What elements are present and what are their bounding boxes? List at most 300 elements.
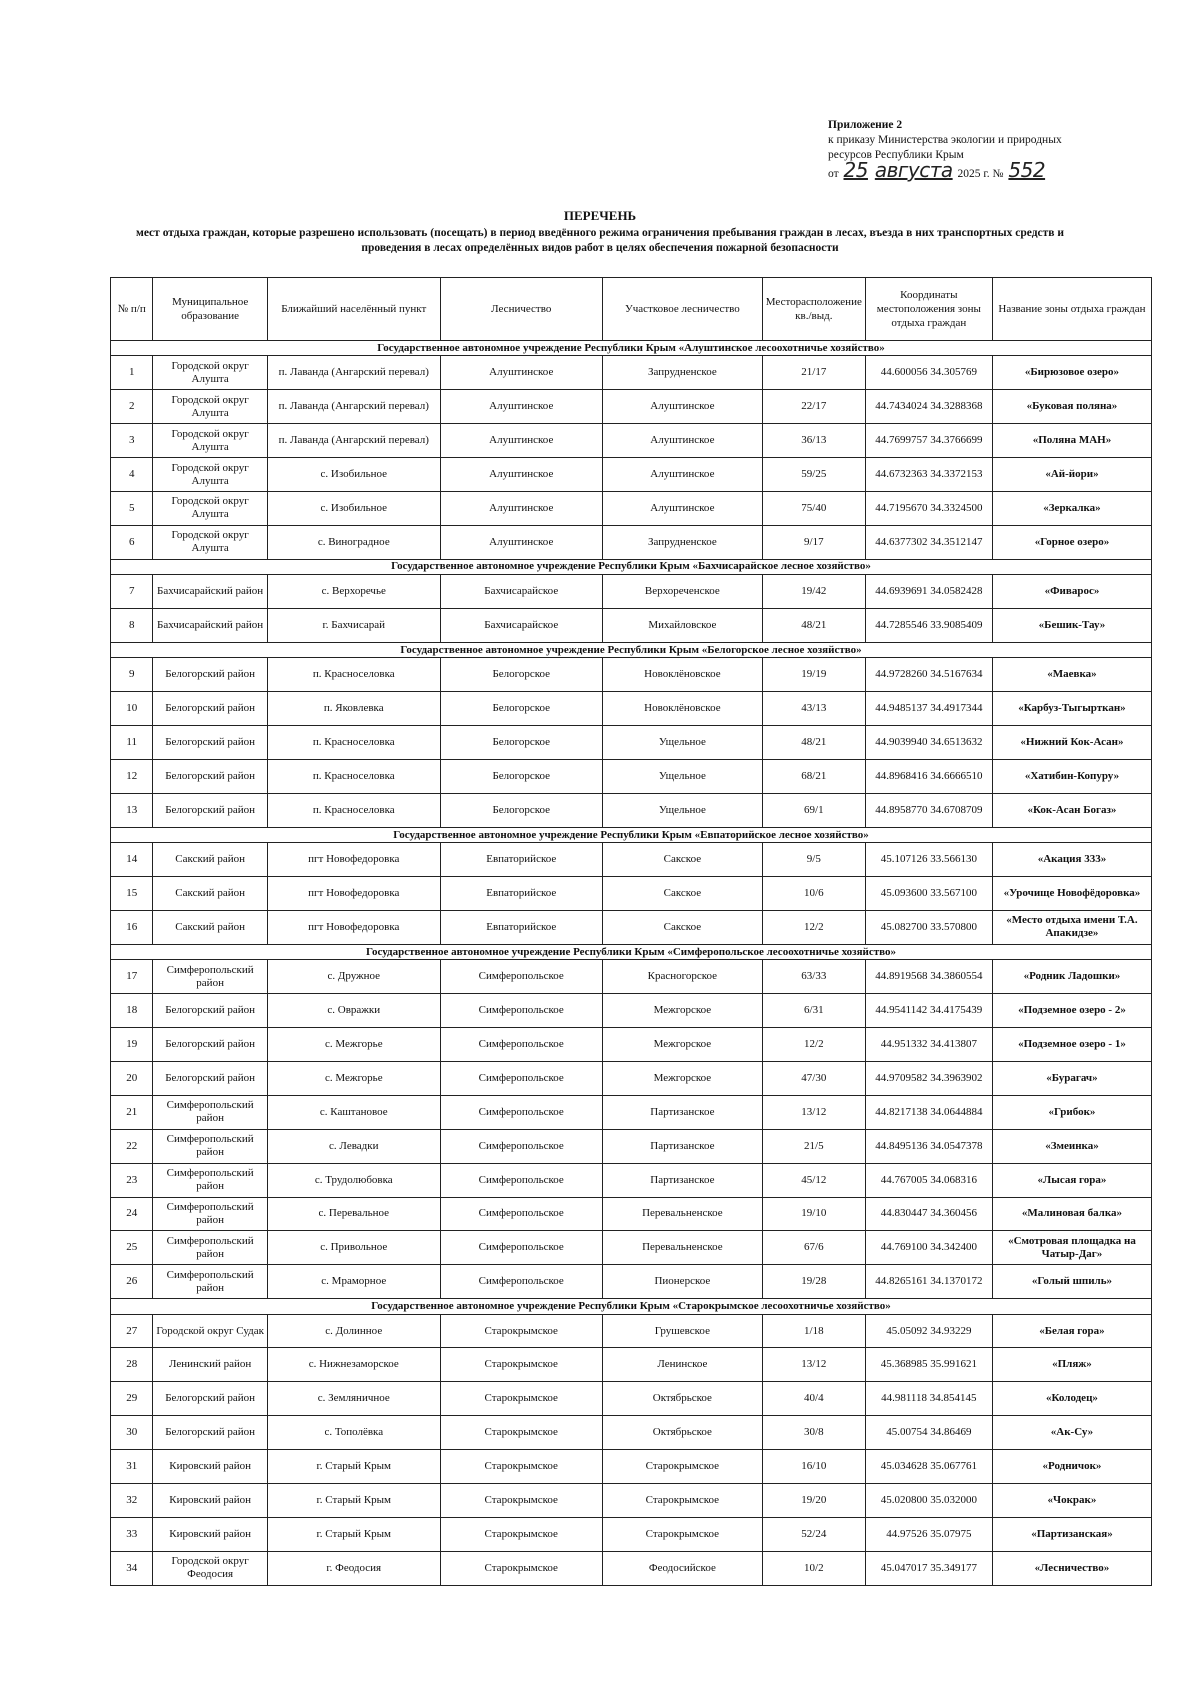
table-row — [111, 1095, 1152, 1129]
cell-coordinates: 44.8958770 34.6708709 — [865, 793, 992, 827]
cell-municipality: Белогорский район — [153, 760, 267, 794]
cell-number: 31 — [111, 1450, 153, 1484]
table-row — [111, 1416, 1152, 1450]
table-row — [111, 692, 1152, 726]
cell-location: 19/19 — [762, 658, 865, 692]
cell-location: 19/10 — [762, 1197, 865, 1231]
cell-district-forestry: Партизанское — [602, 1163, 762, 1197]
cell-municipality: Кировский район — [153, 1484, 267, 1518]
cell-number: 12 — [111, 760, 153, 794]
organization-row — [111, 1299, 1152, 1314]
cell-municipality: Симферопольский район — [153, 1163, 267, 1197]
cell-location: 6/31 — [762, 994, 865, 1028]
cell-coordinates: 45.020800 35.032000 — [865, 1484, 992, 1518]
cell-zone-name: «Ак-Су» — [992, 1416, 1151, 1450]
cell-number: 20 — [111, 1061, 153, 1095]
cell-settlement: с. Трудолюбовка — [267, 1163, 440, 1197]
year-text: 2025 г. № — [957, 168, 1004, 180]
cell-forestry: Белогорское — [440, 760, 602, 794]
cell-zone-name: «Ай-йори» — [992, 458, 1151, 492]
table-row — [111, 910, 1152, 944]
cell-settlement: г. Феодосия — [267, 1551, 440, 1585]
cell-district-forestry: Грушевское — [602, 1314, 762, 1348]
column-header-location: Месторасположение кв./выд. — [762, 278, 865, 341]
cell-location: 12/2 — [762, 1028, 865, 1062]
cell-district-forestry: Ленинское — [602, 1348, 762, 1382]
cell-zone-name: «Место отдыха имени Т.А. Апакидзе» — [992, 910, 1151, 944]
cell-zone-name: «Пляж» — [992, 1348, 1151, 1382]
cell-location: 9/5 — [762, 843, 865, 877]
cell-settlement: г. Бахчисарай — [267, 609, 440, 643]
order-date-line — [828, 158, 1158, 182]
cell-location: 13/12 — [762, 1095, 865, 1129]
column-header-number: № п/п — [111, 278, 153, 341]
cell-location: 52/24 — [762, 1517, 865, 1551]
cell-zone-name: «Горное озеро» — [992, 525, 1151, 559]
cell-settlement: с. Межгорье — [267, 1028, 440, 1062]
cell-municipality: Белогорский район — [153, 1416, 267, 1450]
cell-forestry: Белогорское — [440, 793, 602, 827]
cell-number: 30 — [111, 1416, 153, 1450]
document-subtitle: мест отдыха граждан, которые разрешено использовать (посещать) в период введённого режима ограничения пребывания граждан в лесах, въезда в них транспортных средств и проведения в лесах определённых видов работ в целях обеспечения пожарной безопасности — [135, 227, 1065, 254]
cell-forestry: Симферопольское — [440, 1061, 602, 1095]
cell-forestry: Белогорское — [440, 692, 602, 726]
cell-zone-name: «Бурагач» — [992, 1061, 1151, 1095]
cell-number: 27 — [111, 1314, 153, 1348]
cell-municipality: Белогорский район — [153, 1061, 267, 1095]
table-row — [111, 609, 1152, 643]
cell-settlement: с. Виноградное — [267, 525, 440, 559]
table-row — [111, 1061, 1152, 1095]
cell-district-forestry: Межгорское — [602, 1061, 762, 1095]
table-row — [111, 1265, 1152, 1299]
cell-number: 7 — [111, 575, 153, 609]
cell-coordinates: 45.05092 34.93229 — [865, 1314, 992, 1348]
cell-location: 68/21 — [762, 760, 865, 794]
cell-location: 59/25 — [762, 458, 865, 492]
cell-municipality: Белогорский район — [153, 793, 267, 827]
cell-location: 69/1 — [762, 793, 865, 827]
table-body — [111, 341, 1152, 1586]
cell-zone-name: «Белая гора» — [992, 1314, 1151, 1348]
cell-zone-name: «Бешик-Тау» — [992, 609, 1151, 643]
cell-municipality: Симферопольский район — [153, 1095, 267, 1129]
cell-district-forestry: Старокрымское — [602, 1517, 762, 1551]
cell-coordinates: 44.8265161 34.1370172 — [865, 1265, 992, 1299]
cell-district-forestry: Ущельное — [602, 793, 762, 827]
cell-coordinates: 45.047017 35.349177 — [865, 1551, 992, 1585]
cell-zone-name: «Подземное озеро - 1» — [992, 1028, 1151, 1062]
cell-zone-name: «Нижний Кок-Асан» — [992, 726, 1151, 760]
cell-zone-name: «Змеинка» — [992, 1129, 1151, 1163]
cell-district-forestry: Сакское — [602, 843, 762, 877]
cell-number: 25 — [111, 1231, 153, 1265]
cell-coordinates: 44.981118 34.854145 — [865, 1382, 992, 1416]
cell-coordinates: 44.7699757 34.3766699 — [865, 424, 992, 458]
cell-location: 10/2 — [762, 1551, 865, 1585]
cell-forestry: Симферопольское — [440, 1028, 602, 1062]
cell-location: 67/6 — [762, 1231, 865, 1265]
cell-number: 9 — [111, 658, 153, 692]
cell-zone-name: «Лысая гора» — [992, 1163, 1151, 1197]
cell-coordinates: 44.9709582 34.3963902 — [865, 1061, 992, 1095]
cell-settlement: п. Красноселовка — [267, 658, 440, 692]
cell-district-forestry: Феодосийское — [602, 1551, 762, 1585]
cell-forestry: Старокрымское — [440, 1450, 602, 1484]
cell-forestry: Старокрымское — [440, 1348, 602, 1382]
table-row — [111, 1450, 1152, 1484]
cell-settlement: с. Изобильное — [267, 491, 440, 525]
cell-municipality: Кировский район — [153, 1450, 267, 1484]
column-header-settlement: Ближайший населённый пункт — [267, 278, 440, 341]
cell-district-forestry: Партизанское — [602, 1129, 762, 1163]
cell-location: 9/17 — [762, 525, 865, 559]
cell-zone-name: «Родник Ладошки» — [992, 960, 1151, 994]
cell-municipality: Городской округ Алушта — [153, 356, 267, 390]
cell-number: 17 — [111, 960, 153, 994]
cell-coordinates: 44.7434024 34.3288368 — [865, 390, 992, 424]
cell-municipality: Сакский район — [153, 910, 267, 944]
cell-location: 13/12 — [762, 1348, 865, 1382]
organization-name: Государственное автономное учреждение Республики Крым «Бахчисарайское лесное хозяйство» — [111, 559, 1152, 574]
cell-number: 5 — [111, 491, 153, 525]
table-row — [111, 1028, 1152, 1062]
cell-forestry: Белогорское — [440, 726, 602, 760]
cell-municipality: Симферопольский район — [153, 960, 267, 994]
cell-forestry: Симферопольское — [440, 1231, 602, 1265]
appendix-line-1: к приказу Министерства экологии и природных — [828, 134, 1062, 146]
cell-coordinates: 44.600056 34.305769 — [865, 356, 992, 390]
cell-district-forestry: Верхореченское — [602, 575, 762, 609]
cell-location: 75/40 — [762, 491, 865, 525]
cell-settlement: пгт Новофедоровка — [267, 910, 440, 944]
cell-settlement: с. Перевальное — [267, 1197, 440, 1231]
cell-location: 12/2 — [762, 910, 865, 944]
table-row — [111, 1197, 1152, 1231]
cell-location: 45/12 — [762, 1163, 865, 1197]
table-row — [111, 877, 1152, 911]
cell-district-forestry: Алуштинское — [602, 458, 762, 492]
cell-settlement: с. Дружное — [267, 960, 440, 994]
organization-name: Государственное автономное учреждение Республики Крым «Симферопольское лесоохотничье хозяйство» — [111, 944, 1152, 959]
cell-district-forestry: Перевальненское — [602, 1231, 762, 1265]
cell-coordinates: 44.951332 34.413807 — [865, 1028, 992, 1062]
cell-number: 4 — [111, 458, 153, 492]
appendix-line-2: ресурсов Республики Крым — [828, 149, 964, 161]
cell-forestry: Старокрымское — [440, 1314, 602, 1348]
cell-district-forestry: Алуштинское — [602, 491, 762, 525]
table-row — [111, 458, 1152, 492]
organization-row — [111, 944, 1152, 959]
cell-zone-name: «Буковая поляна» — [992, 390, 1151, 424]
cell-number: 16 — [111, 910, 153, 944]
cell-municipality: Белогорский район — [153, 1028, 267, 1062]
table-row — [111, 1129, 1152, 1163]
cell-municipality: Городской округ Судак — [153, 1314, 267, 1348]
cell-number: 3 — [111, 424, 153, 458]
cell-district-forestry: Перевальненское — [602, 1197, 762, 1231]
handwritten-day: 25 — [843, 158, 868, 182]
cell-forestry: Старокрымское — [440, 1551, 602, 1585]
cell-forestry: Алуштинское — [440, 458, 602, 492]
cell-forestry: Бахчисарайское — [440, 575, 602, 609]
cell-location: 40/4 — [762, 1382, 865, 1416]
cell-location: 16/10 — [762, 1450, 865, 1484]
cell-forestry: Евпаторийское — [440, 877, 602, 911]
cell-district-forestry: Межгорское — [602, 994, 762, 1028]
column-header-forestry: Лесничество — [440, 278, 602, 341]
table-row — [111, 1231, 1152, 1265]
cell-coordinates: 44.9039940 34.6513632 — [865, 726, 992, 760]
cell-number: 18 — [111, 994, 153, 1028]
cell-forestry: Евпаторийское — [440, 910, 602, 944]
cell-zone-name: «Родничок» — [992, 1450, 1151, 1484]
organization-row — [111, 827, 1152, 842]
table-row — [111, 726, 1152, 760]
cell-coordinates: 45.368985 35.991621 — [865, 1348, 992, 1382]
table-row — [111, 1348, 1152, 1382]
cell-zone-name: «Карбуз-Тыгырткан» — [992, 692, 1151, 726]
cell-forestry: Старокрымское — [440, 1382, 602, 1416]
table-row — [111, 994, 1152, 1028]
cell-coordinates: 44.769100 34.342400 — [865, 1231, 992, 1265]
cell-forestry: Алуштинское — [440, 491, 602, 525]
cell-zone-name: «Голый шпиль» — [992, 1265, 1151, 1299]
cell-municipality: Белогорский район — [153, 658, 267, 692]
cell-number: 22 — [111, 1129, 153, 1163]
cell-location: 19/20 — [762, 1484, 865, 1518]
cell-settlement: с. Левадки — [267, 1129, 440, 1163]
cell-municipality: Кировский район — [153, 1517, 267, 1551]
cell-location: 21/17 — [762, 356, 865, 390]
cell-district-forestry: Партизанское — [602, 1095, 762, 1129]
table-row — [111, 1314, 1152, 1348]
cell-forestry: Белогорское — [440, 658, 602, 692]
cell-settlement: г. Старый Крым — [267, 1484, 440, 1518]
cell-municipality: Симферопольский район — [153, 1197, 267, 1231]
cell-municipality: Симферопольский район — [153, 1265, 267, 1299]
cell-forestry: Симферопольское — [440, 1197, 602, 1231]
cell-number: 24 — [111, 1197, 153, 1231]
cell-location: 43/13 — [762, 692, 865, 726]
table-row — [111, 525, 1152, 559]
cell-settlement: с. Тополёвка — [267, 1416, 440, 1450]
cell-location: 48/21 — [762, 726, 865, 760]
cell-forestry: Бахчисарайское — [440, 609, 602, 643]
cell-number: 26 — [111, 1265, 153, 1299]
cell-municipality: Симферопольский район — [153, 1129, 267, 1163]
cell-zone-name: «Подземное озеро - 2» — [992, 994, 1151, 1028]
cell-forestry: Алуштинское — [440, 424, 602, 458]
recreation-zones-table — [110, 277, 1152, 1586]
cell-forestry: Симферопольское — [440, 960, 602, 994]
cell-settlement: г. Старый Крым — [267, 1450, 440, 1484]
cell-municipality: Городской округ Алушта — [153, 491, 267, 525]
cell-district-forestry: Старокрымское — [602, 1450, 762, 1484]
cell-forestry: Алуштинское — [440, 525, 602, 559]
cell-municipality: Ленинский район — [153, 1348, 267, 1382]
table-row — [111, 1163, 1152, 1197]
cell-settlement: с. Каштановое — [267, 1095, 440, 1129]
cell-settlement: п. Красноселовка — [267, 793, 440, 827]
document-title: ПЕРЕЧЕНЬ — [563, 208, 637, 223]
cell-number: 15 — [111, 877, 153, 911]
cell-number: 34 — [111, 1551, 153, 1585]
cell-zone-name: «Бирюзовое озеро» — [992, 356, 1151, 390]
cell-municipality: Белогорский район — [153, 994, 267, 1028]
cell-settlement: с. Мраморное — [267, 1265, 440, 1299]
cell-zone-name: «Акация 333» — [992, 843, 1151, 877]
cell-settlement: п. Лаванда (Ангарский перевал) — [267, 424, 440, 458]
cell-coordinates: 45.00754 34.86469 — [865, 1416, 992, 1450]
cell-zone-name: «Маевка» — [992, 658, 1151, 692]
cell-coordinates: 45.093600 33.567100 — [865, 877, 992, 911]
column-header-zone-name: Название зоны отдыха граждан — [992, 278, 1151, 341]
cell-settlement: с. Изобильное — [267, 458, 440, 492]
cell-district-forestry: Пионерское — [602, 1265, 762, 1299]
table-row — [111, 793, 1152, 827]
cell-forestry: Симферопольское — [440, 1265, 602, 1299]
cell-coordinates: 44.9728260 34.5167634 — [865, 658, 992, 692]
cell-location: 36/13 — [762, 424, 865, 458]
cell-number: 6 — [111, 525, 153, 559]
cell-settlement: с. Верхоречье — [267, 575, 440, 609]
cell-forestry: Старокрымское — [440, 1484, 602, 1518]
cell-settlement: г. Старый Крым — [267, 1517, 440, 1551]
cell-forestry: Старокрымское — [440, 1517, 602, 1551]
table-row — [111, 1517, 1152, 1551]
appendix-header — [828, 118, 1158, 182]
cell-number: 2 — [111, 390, 153, 424]
cell-forestry: Евпаторийское — [440, 843, 602, 877]
table-header-row — [111, 278, 1152, 341]
cell-settlement: с. Земляничное — [267, 1382, 440, 1416]
cell-settlement: пгт Новофедоровка — [267, 843, 440, 877]
cell-forestry: Симферопольское — [440, 1129, 602, 1163]
cell-number: 10 — [111, 692, 153, 726]
handwritten-number: 552 — [1008, 158, 1046, 182]
cell-forestry: Симферопольское — [440, 1163, 602, 1197]
cell-municipality: Городской округ Алушта — [153, 525, 267, 559]
organization-row — [111, 341, 1152, 356]
table-row — [111, 390, 1152, 424]
cell-zone-name: «Хатибин-Копуру» — [992, 760, 1151, 794]
cell-zone-name: «Лесничество» — [992, 1551, 1151, 1585]
organization-name: Государственное автономное учреждение Республики Крым «Белогорское лесное хозяйство» — [111, 642, 1152, 657]
organization-name: Государственное автономное учреждение Республики Крым «Старокрымское лесоохотничье хозяйство» — [111, 1299, 1152, 1314]
cell-district-forestry: Старокрымское — [602, 1484, 762, 1518]
cell-municipality: Симферопольский район — [153, 1231, 267, 1265]
cell-coordinates: 44.8968416 34.6666510 — [865, 760, 992, 794]
cell-coordinates: 44.830447 34.360456 — [865, 1197, 992, 1231]
cell-number: 33 — [111, 1517, 153, 1551]
cell-settlement: п. Красноселовка — [267, 760, 440, 794]
cell-coordinates: 44.97526 35.07975 — [865, 1517, 992, 1551]
cell-number: 29 — [111, 1382, 153, 1416]
cell-forestry: Алуштинское — [440, 356, 602, 390]
table-row — [111, 1382, 1152, 1416]
cell-coordinates: 45.107126 33.566130 — [865, 843, 992, 877]
cell-number: 21 — [111, 1095, 153, 1129]
cell-district-forestry: Михайловское — [602, 609, 762, 643]
cell-zone-name: «Урочище Новофёдоровка» — [992, 877, 1151, 911]
table-row — [111, 575, 1152, 609]
cell-location: 19/28 — [762, 1265, 865, 1299]
cell-location: 1/18 — [762, 1314, 865, 1348]
cell-coordinates: 44.6732363 34.3372153 — [865, 458, 992, 492]
cell-district-forestry: Алуштинское — [602, 390, 762, 424]
table-row — [111, 424, 1152, 458]
cell-settlement: пгт Новофедоровка — [267, 877, 440, 911]
cell-settlement: п. Красноселовка — [267, 726, 440, 760]
cell-municipality: Бахчисарайский район — [153, 609, 267, 643]
cell-settlement: п. Яковлевка — [267, 692, 440, 726]
cell-coordinates: 44.9485137 34.4917344 — [865, 692, 992, 726]
cell-forestry: Старокрымское — [440, 1416, 602, 1450]
cell-municipality: Городской округ Алушта — [153, 458, 267, 492]
column-header-coordinates: Координаты местоположения зоны отдыха граждан — [865, 278, 992, 341]
cell-municipality: Городской округ Феодосия — [153, 1551, 267, 1585]
cell-settlement: п. Лаванда (Ангарский перевал) — [267, 390, 440, 424]
organization-name: Государственное автономное учреждение Республики Крым «Алуштинское лесоохотничье хозяйство» — [111, 341, 1152, 356]
cell-municipality: Городской округ Алушта — [153, 390, 267, 424]
cell-municipality: Белогорский район — [153, 692, 267, 726]
cell-location: 48/21 — [762, 609, 865, 643]
cell-number: 23 — [111, 1163, 153, 1197]
cell-coordinates: 45.082700 33.570800 — [865, 910, 992, 944]
cell-zone-name: «Фиварос» — [992, 575, 1151, 609]
cell-district-forestry: Запрудненское — [602, 525, 762, 559]
table-row — [111, 843, 1152, 877]
cell-zone-name: «Поляна МАН» — [992, 424, 1151, 458]
cell-district-forestry: Октябрьское — [602, 1382, 762, 1416]
column-header-district-forestry: Участковое лесничество — [602, 278, 762, 341]
cell-location: 47/30 — [762, 1061, 865, 1095]
organization-row — [111, 559, 1152, 574]
table-row — [111, 356, 1152, 390]
cell-settlement: с. Межгорье — [267, 1061, 440, 1095]
date-prefix: от — [828, 168, 839, 180]
cell-coordinates: 44.8217138 34.0644884 — [865, 1095, 992, 1129]
cell-number: 14 — [111, 843, 153, 877]
cell-zone-name: «Чокрак» — [992, 1484, 1151, 1518]
table-row — [111, 960, 1152, 994]
cell-district-forestry: Новоклёновское — [602, 692, 762, 726]
organization-row — [111, 642, 1152, 657]
cell-municipality: Городской округ Алушта — [153, 424, 267, 458]
cell-number: 1 — [111, 356, 153, 390]
table-row — [111, 1551, 1152, 1585]
cell-district-forestry: Красногорское — [602, 960, 762, 994]
cell-district-forestry: Новоклёновское — [602, 658, 762, 692]
cell-district-forestry: Межгорское — [602, 1028, 762, 1062]
cell-zone-name: «Партизанская» — [992, 1517, 1151, 1551]
cell-zone-name: «Малиновая балка» — [992, 1197, 1151, 1231]
cell-coordinates: 44.9541142 34.4175439 — [865, 994, 992, 1028]
cell-district-forestry: Ущельное — [602, 726, 762, 760]
cell-coordinates: 44.8919568 34.3860554 — [865, 960, 992, 994]
cell-forestry: Симферопольское — [440, 1095, 602, 1129]
cell-settlement: с. Нижнезаморское — [267, 1348, 440, 1382]
cell-location: 10/6 — [762, 877, 865, 911]
cell-coordinates: 44.6377302 34.3512147 — [865, 525, 992, 559]
appendix-title: Приложение 2 — [828, 119, 903, 131]
table-row — [111, 760, 1152, 794]
cell-coordinates: 44.7285546 33.9085409 — [865, 609, 992, 643]
cell-number: 19 — [111, 1028, 153, 1062]
cell-settlement: с. Долинное — [267, 1314, 440, 1348]
table-row — [111, 658, 1152, 692]
